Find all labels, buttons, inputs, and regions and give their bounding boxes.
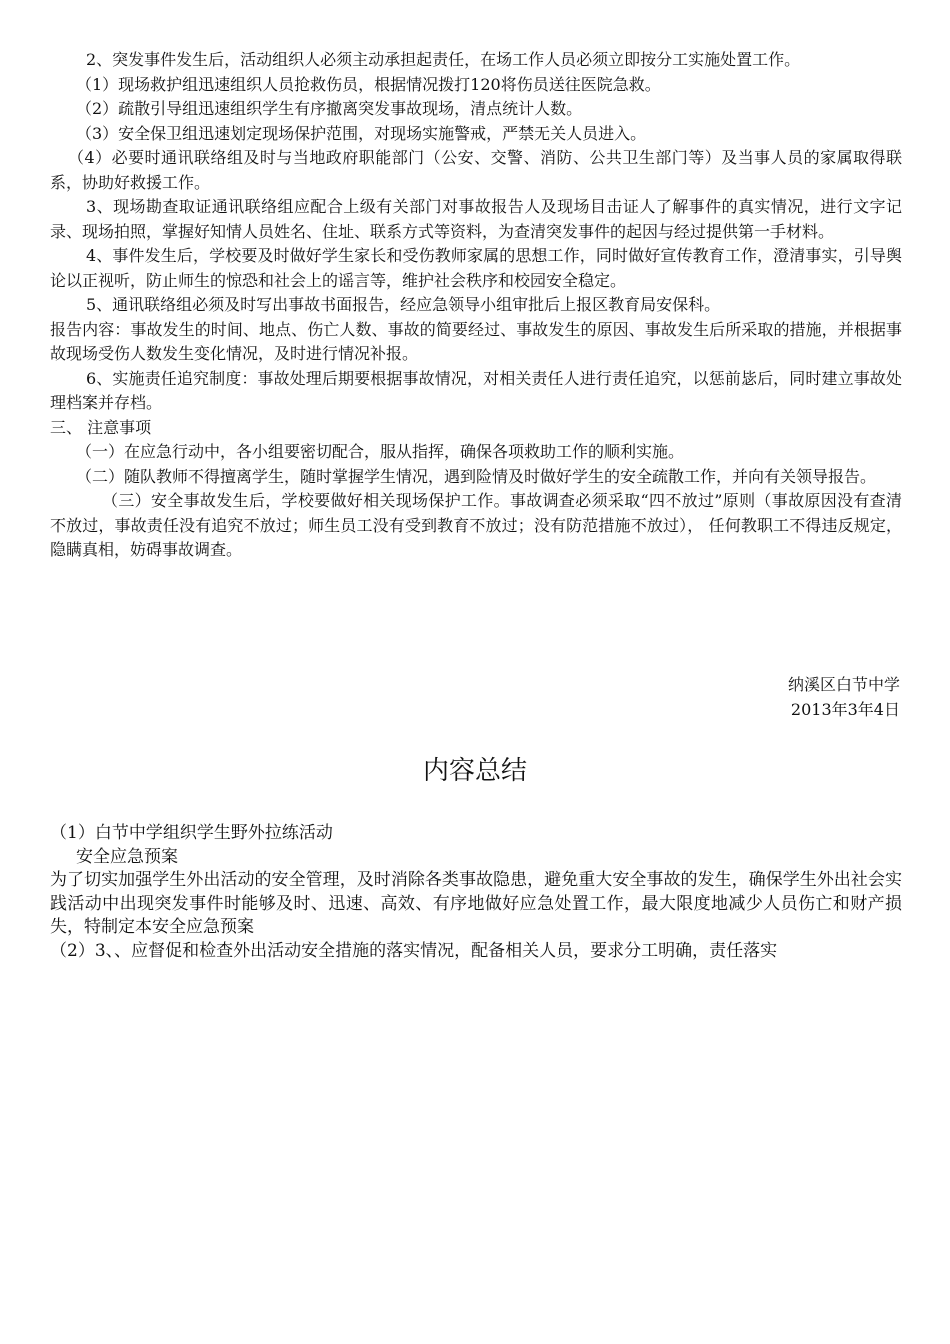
paragraph-security: （3）安全保卫组迅速划定现场保护范围，对现场实施警戒，严禁无关人员进入。: [76, 123, 647, 143]
paragraph-rescue: （1）现场救护组迅速组织人员抢救伤员，根据情况拨打120将伤员送往医院急救。: [76, 74, 661, 94]
paragraph-item-2: 2、突发事件发生后，活动组织人必须主动承担起责任，在场工作人员必须立即按分工实施处置工作。: [86, 50, 801, 69]
paragraph-note-2: （二）随队教师不得擅离学生，随时掌握学生情况，遇到险情及时做好学生的安全疏散工作，并向有关领导报告。: [76, 466, 877, 486]
summary-line: （2）3、、应督促和检查外出活动安全措施的落实情况，配备相关人员，要求分工明确，责任落实: [50, 940, 778, 961]
document-body: [50, 48, 902, 563]
paragraph-note-3: （三）安全事故发生后，学校要做好相关现场保护工作。事故调查必须采取“四不放过”原则（事故原因没有查清不放过，事故责任没有追究不放过；师生员工没有受到教育不放过；没有防范措施不放过）， 任何教职工不得违反规定，隐瞒真相，妨碍事故调查。: [50, 491, 902, 559]
paragraph-evacuation: （2）疏散引导组迅速组织学生有序撤离突发事故现场，清点统计人数。: [76, 99, 583, 118]
paragraph-item-6: 6、实施责任追究制度：事故处理后期要根据事故情况，对相关责任人进行责任追究，以惩前毖后，同时建立事故处理档案并存档。: [50, 368, 902, 412]
paragraph-note-1: （一）在应急行动中，各小组要密切配合，服从指挥，确保各项救助工作的顺利实施。: [76, 442, 685, 461]
paragraph-item-3: 3、现场勘查取证通讯联络组应配合上级有关部门对事故报告人及现场目击证人了解事件的真实情况，进行文字记录、现场拍照，掌握好知情人员姓名、住址、联系方式等资料，为查清突发事件的起因与经过提供第一手材料。: [50, 197, 902, 241]
paragraph-communication: （4）必要时通讯联络组及时与当地政府职能部门（公安、交警、消防、公共卫生部门等）及当事人员的家属取得联系，协助好救援工作。: [50, 148, 902, 192]
paragraph-report-content: 报告内容：事故发生的时间、地点、伤亡人数、事故的简要经过、事故发生的原因、事故发生后所采取的措施，并根据事故现场受伤人数发生变化情况，及时进行情况补报。: [50, 319, 902, 363]
summary-section: [50, 822, 902, 963]
summary-line: 安全应急预案: [76, 846, 178, 867]
paragraph-item-4: 4、事件发生后，学校要及时做好学生家长和受伤教师家属的思想工作，同时做好宣传教育工作，澄清事实，引导舆论以正视听，防止师生的惊恐和社会上的谣言等，维护社会秩序和校园安全稳定。: [50, 246, 902, 290]
signature-block: [788, 672, 900, 722]
signature-date: 2013年3年4日: [790, 700, 900, 719]
summary-line: 为了切实加强学生外出活动的安全管理，及时消除各类事故隐患，避免重大安全事故的发生，确保学生外出社会实践活动中出现突发事件时能够及时、迅速、高效、有序地做好应急处置工作，最大限度地减少人员伤亡和财产损失，特制定本安全应急预案: [50, 870, 902, 937]
signature-org: 纳溪区白节中学: [787, 675, 900, 694]
summary-title: 内容总结: [422, 756, 527, 786]
section-heading-notes: 三、 注意事项: [50, 417, 152, 437]
summary-line: （1）白节中学组织学生野外拉练活动: [50, 823, 333, 843]
paragraph-item-5: 5、通讯联络组必须及时写出事故书面报告，经应急领导小组审批后上报区教育局安保科。: [86, 295, 721, 314]
